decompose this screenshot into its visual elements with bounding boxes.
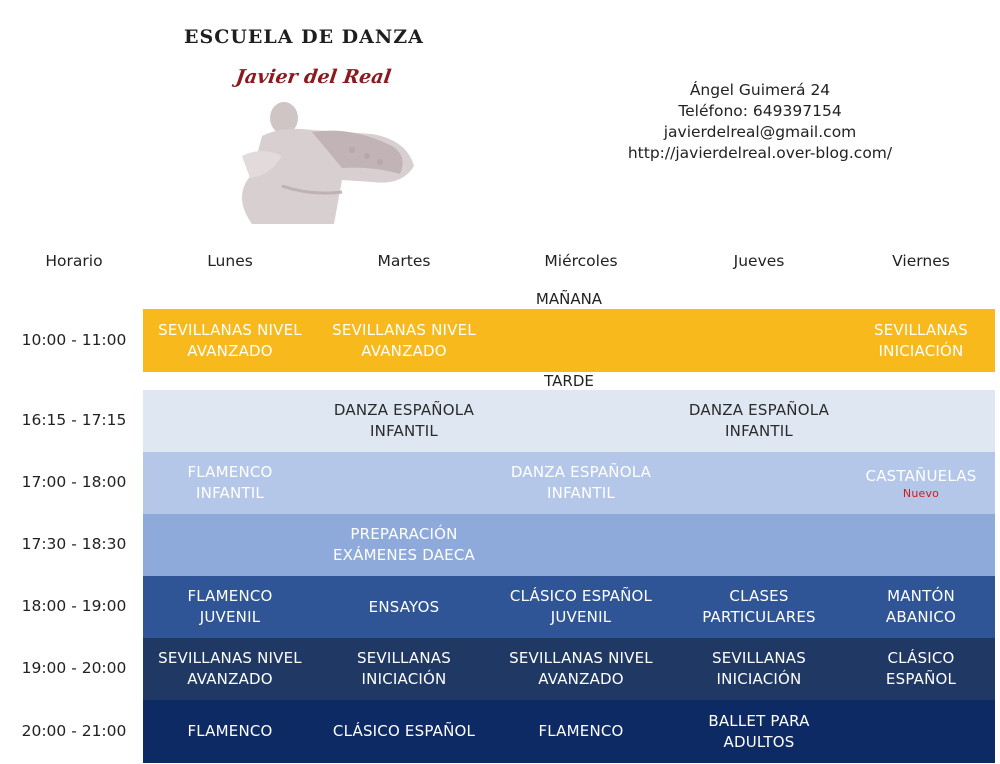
class-cell <box>671 390 847 452</box>
class-name-line: INICIACIÓN <box>361 670 447 688</box>
class-name-line: AVANZADO <box>187 670 273 688</box>
class-cell <box>317 514 491 576</box>
phone: Teléfono: 649397154 <box>678 102 842 120</box>
class-cell <box>671 309 847 372</box>
class-cell <box>317 638 491 700</box>
class-name-line: DANZA ESPAÑOLA <box>510 463 652 481</box>
class-cell <box>847 576 995 638</box>
class-cell <box>491 452 671 514</box>
class-cell <box>671 514 847 576</box>
class-name-line: FLAMENCO <box>187 463 273 481</box>
class-cell <box>491 390 671 452</box>
class-name-line: SEVILLANAS NIVEL <box>332 320 476 339</box>
column-header-miercoles: Miércoles <box>544 252 618 270</box>
class-cell <box>491 700 671 763</box>
column-header-horario: Horario <box>45 252 103 270</box>
row-time: 18:00 - 19:00 <box>21 597 127 615</box>
class-name-line: ESPAÑOL <box>885 670 957 688</box>
class-cell <box>491 309 671 372</box>
class-cell <box>143 514 317 576</box>
class-cell <box>671 576 847 638</box>
class-cell <box>847 309 995 372</box>
class-cell <box>143 390 317 452</box>
class-name-line: SEVILLANAS <box>873 320 968 339</box>
class-name-line: ENSAYOS <box>368 597 440 616</box>
class-name-line: JUVENIL <box>550 608 612 626</box>
schedule-row <box>143 390 995 452</box>
address: Ángel Guimerá 24 <box>689 81 831 99</box>
class-name-line: INFANTIL <box>370 422 438 440</box>
class-cell <box>671 638 847 700</box>
class-name-line: INFANTIL <box>196 484 264 502</box>
website-link[interactable]: http://javierdelreal.over-blog.com/ <box>627 144 893 162</box>
row-time: 17:00 - 18:00 <box>21 473 127 491</box>
class-name-line: SEVILLANAS NIVEL <box>158 320 302 339</box>
schedule-row <box>143 638 995 700</box>
class-cell <box>143 638 317 700</box>
class-cell <box>847 638 995 700</box>
class-cell <box>317 390 491 452</box>
row-time: 19:00 - 20:00 <box>21 659 127 677</box>
class-name-line: PREPARACIÓN <box>350 525 458 543</box>
class-name-line: SEVILLANAS NIVEL <box>509 649 653 667</box>
class-name-line: CLÁSICO ESPAÑOL <box>509 587 653 605</box>
class-name-line: MANTÓN <box>887 587 955 605</box>
class-cell <box>317 309 491 372</box>
class-cell <box>491 514 671 576</box>
class-name-line: FLAMENCO <box>187 722 273 740</box>
class-name-line: JUVENIL <box>199 608 261 626</box>
class-cell <box>317 576 491 638</box>
row-time: 16:15 - 17:15 <box>21 411 127 429</box>
class-cell <box>491 638 671 700</box>
class-cell <box>847 452 995 514</box>
class-cell <box>847 514 995 576</box>
class-cell <box>847 390 995 452</box>
class-name-line: SEVILLANAS NIVEL <box>158 649 302 667</box>
column-header-jueves: Jueves <box>733 252 785 270</box>
class-cell <box>847 700 995 763</box>
class-name-line: INFANTIL <box>547 484 615 502</box>
class-name-line: DANZA ESPAÑOLA <box>688 401 830 419</box>
class-name-line: CLÁSICO ESPAÑOL <box>332 722 476 740</box>
class-name-line: EXÁMENES DAECA <box>333 546 475 564</box>
class-name-line: INFANTIL <box>725 422 793 440</box>
class-cell <box>671 452 847 514</box>
class-name-line: BALLET PARA <box>708 711 810 730</box>
contact-info <box>560 80 960 164</box>
class-name-line: CLÁSICO <box>887 649 955 667</box>
class-cell <box>671 700 847 763</box>
schedule-row <box>143 309 995 372</box>
row-time: 17:30 - 18:30 <box>21 535 127 553</box>
class-cell <box>143 309 317 372</box>
class-name-line: CASTAÑUELAS <box>865 466 977 485</box>
class-name-line: INICIACIÓN <box>878 341 964 360</box>
schedule-row <box>143 576 995 638</box>
class-cell <box>143 452 317 514</box>
class-cell <box>317 700 491 763</box>
section-label-morning: MAÑANA <box>535 290 603 308</box>
class-name-line: ABANICO <box>885 608 957 626</box>
class-name-line: SEVILLANAS <box>711 649 806 667</box>
class-cell <box>143 576 317 638</box>
email: javierdelreal@gmail.com <box>663 123 857 141</box>
class-name-line: SEVILLANAS <box>356 649 451 667</box>
school-title: ESCUELA DE DANZA <box>184 26 424 48</box>
class-name-line: AVANZADO <box>361 341 447 360</box>
column-header-viernes: Viernes <box>892 252 950 270</box>
class-cell <box>491 576 671 638</box>
row-time: 20:00 - 21:00 <box>21 721 127 740</box>
class-cell <box>317 452 491 514</box>
class-name-line: AVANZADO <box>187 341 273 360</box>
column-header-martes: Martes <box>377 252 431 270</box>
class-name-line: AVANZADO <box>538 670 624 688</box>
section-label-afternoon: TARDE <box>544 372 594 390</box>
new-badge: Nuevo <box>902 486 940 500</box>
class-name-line: CLASES <box>729 587 789 605</box>
school-name-logo: Javier del Real <box>234 66 393 88</box>
row-time: 10:00 - 11:00 <box>21 330 127 349</box>
class-cell <box>143 700 317 763</box>
class-name-line: FLAMENCO <box>187 587 273 605</box>
class-name-line: ADULTOS <box>723 732 795 751</box>
schedule-row <box>143 700 995 763</box>
class-name-line: DANZA ESPAÑOLA <box>333 401 475 419</box>
class-name-line: INICIACIÓN <box>716 670 802 688</box>
class-name-line: FLAMENCO <box>538 722 624 740</box>
schedule-row <box>143 514 995 576</box>
class-name-line: PARTICULARES <box>702 608 816 626</box>
schedule-row <box>143 452 995 514</box>
column-header-lunes: Lunes <box>207 252 253 270</box>
dancer-figure-icon <box>222 96 422 224</box>
